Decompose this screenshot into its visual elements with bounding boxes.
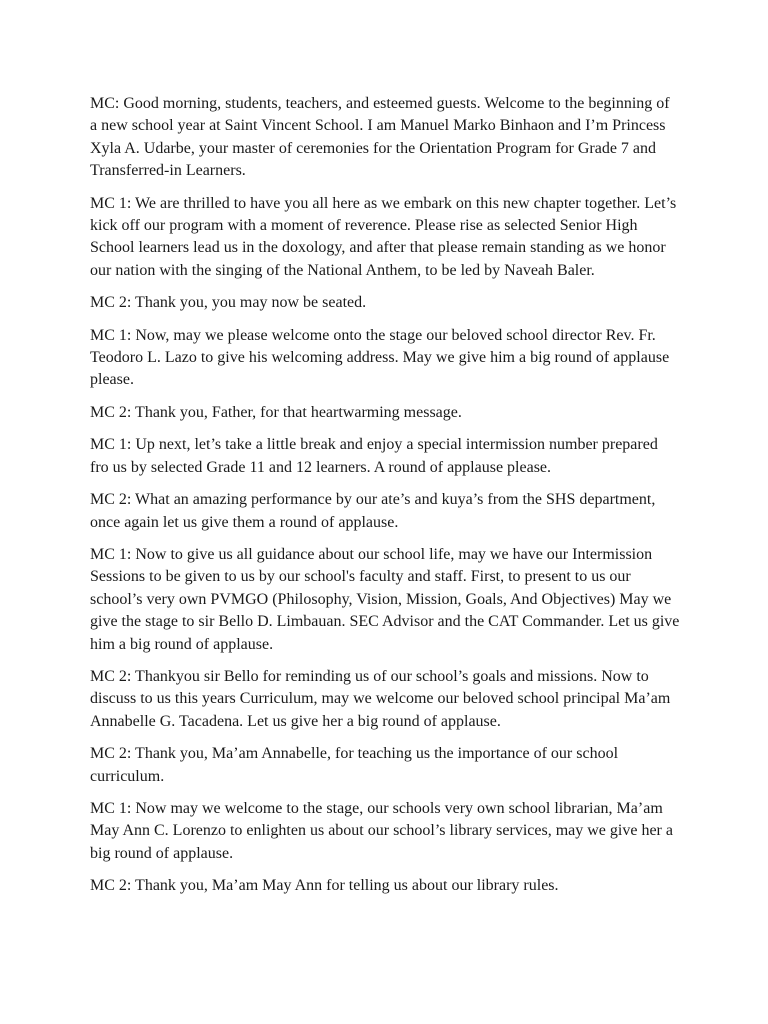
- paragraph-thank-father: MC 2: Thank you, Father, for that heartwarming message.: [90, 403, 462, 421]
- paragraph-doxology-anthem: MC 1: We are thrilled to have you all here as we embark on this new chapter together. Let’s kick off our program with a moment of reverence. Please rise as selected Senior High School learners lead us in the doxology, and after that please remain standing as we honor our nation with the singing of the National Anthem, to be led by Naveah Baler.: [90, 194, 677, 279]
- paragraph-intermission-number: MC 1: Up next, let’s take a little break and enjoy a special intermission number prepared fro us by selected Grade 11 and 12 learners. A round of applause please.: [90, 436, 658, 476]
- paragraph-pvmgo: MC 1: Now to give us all guidance about our school life, may we have our Intermission Sessions to be given to us by our school's faculty and staff. First, to present to us our school’s very own PVMGO (Philosophy, Vision, Mission, Goals, And Objectives) May we give the stage to sir Bello D. Limbauan. SEC Advisor and the CAT Commander. Let us give him a big round of applause.: [90, 545, 680, 653]
- paragraph-thank-principal: MC 2: Thank you, Ma’am Annabelle, for teaching us the importance of our school curriculum.: [90, 745, 619, 785]
- document-page: [90, 93, 680, 908]
- paragraph-welcome-director: MC 1: Now, may we please welcome onto the stage our beloved school director Rev. Fr. Teodoro L. Lazo to give his welcoming address. May we give him a big round of applause please.: [90, 326, 670, 389]
- paragraph-librarian: MC 1: Now may we welcome to the stage, our schools very own school librarian, Ma’am May Ann C. Lorenzo to enlighten us about our school’s library services, may we give her a big round of applause.: [90, 799, 673, 862]
- paragraph-curriculum: MC 2: Thankyou sir Bello for reminding us of our school’s goals and missions. Now to discuss to us this years Curriculum, may we welcome our beloved school principal Ma’am Annabelle G. Tacadena. Let us give her a big round of applause.: [90, 667, 671, 730]
- paragraph-opening: MC: Good morning, students, teachers, and esteemed guests. Welcome to the beginning of a new school year at Saint Vincent School. I am Manuel Marko Binhaon and I’m Princess Xyla A. Udarbe, your master of ceremonies for the Orientation Program for Grade 7 and Transferred-in Learners.: [90, 95, 670, 180]
- paragraph-shs-performance: MC 2: What an amazing performance by our ate’s and kuya’s from the SHS department, once again let us give them a round of applause.: [90, 491, 656, 531]
- paragraph-thank-librarian: MC 2: Thank you, Ma’am May Ann for telling us about our library rules.: [90, 877, 559, 895]
- paragraph-be-seated: MC 2: Thank you, you may now be seated.: [90, 294, 367, 312]
